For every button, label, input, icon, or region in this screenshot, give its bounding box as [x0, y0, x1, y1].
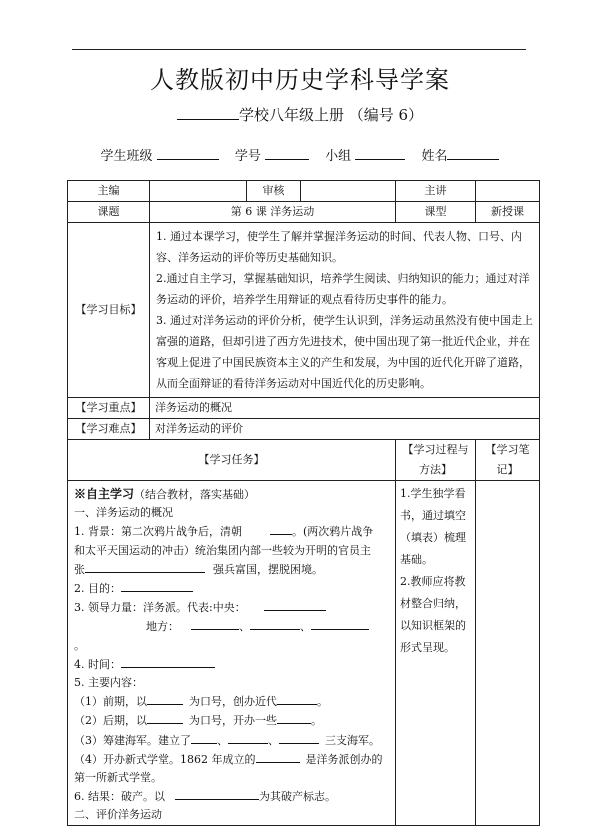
method-item: 1.学生独学看书，通过填空（填表）梳理基础。 — [400, 487, 466, 566]
page-title: 人教版初中历史学科导学案 — [150, 66, 450, 94]
editor-value[interactable] — [150, 181, 247, 202]
goal-item: 2.通过自主学习，掌握基础知识，培养学生阅读、归纳知识的能力；通过对洋务运动的评价，培养学生用辩证的观点看待历史事件的能力。 — [156, 272, 530, 306]
goal-item: 3. 通过对洋务运动的评价分析，使学生认识到，洋务运动虽然没有使中国走上富强的道路，但却引进了西方先进技术，使中国出现了第一批近代企业，并在客观上促进了中国民族资本主义的产生和发展，为中国的近代化开辟了道路，从而全面辩证的看待洋务运动对中国近代化的历史影响。 — [156, 314, 533, 390]
difficult-label: 【学习难点】 — [68, 419, 150, 440]
blank[interactable] — [228, 731, 268, 744]
goals-label: 【学习目标】 — [68, 223, 150, 398]
page-subtitle — [0, 104, 600, 125]
content-2: （2）后期，以 为口号，开办一些 。 — [74, 711, 389, 730]
review-label: 审核 — [247, 181, 301, 202]
lesson-title: 第 6 课 洋务运动 — [150, 202, 396, 223]
task-header-row — [68, 440, 540, 481]
school-blank[interactable] — [177, 105, 239, 120]
type-label: 课型 — [396, 202, 476, 223]
item-content: 5. 主要内容： — [74, 676, 143, 690]
item-leaders: 3. 领导力量：洋务派。代表:中央： — [74, 598, 389, 617]
content-1: （1）前期，以 为口号，创办近代 。 — [74, 692, 389, 711]
task-content-row — [68, 481, 540, 826]
method-content — [396, 481, 476, 826]
blank[interactable] — [191, 731, 217, 744]
subtitle-text: 学校八年级上册 （编号 6） — [238, 106, 424, 124]
group-blank[interactable] — [355, 145, 405, 160]
item-background: 1. 背景：第二次鸦片战争后，清朝 。(两次鸦片战争 — [74, 522, 389, 541]
key-row — [68, 398, 540, 419]
goal-item: 1. 通过本课学习，使学生了解并掌握洋务运动的时间、代表人物、口号、内容、洋务运动的评价等历史基础知识。 — [156, 230, 522, 264]
notes-content[interactable] — [476, 481, 540, 826]
name-blank[interactable] — [447, 145, 499, 160]
blank[interactable] — [175, 787, 259, 800]
section-heading: ※自主学习（结合教材，落实基础） — [74, 487, 256, 501]
blank[interactable] — [264, 598, 326, 611]
process-label: 【学习过程与方法】 — [396, 440, 476, 481]
content-4: （4）开办新式学堂。1862 年成立的 是洋务派创办的 — [74, 750, 389, 769]
review-value[interactable] — [301, 181, 396, 202]
lesson-row — [68, 202, 540, 223]
item-background-end: 张 强兵富国，摆脱困境。 — [74, 560, 389, 579]
key-value: 洋务运动的概况 — [150, 398, 540, 419]
blank[interactable] — [311, 617, 369, 630]
group-label: 小组 — [325, 149, 352, 164]
task-content — [68, 481, 396, 826]
notes-label: 【学习笔记】 — [476, 440, 540, 481]
difficult-row — [68, 419, 540, 440]
section-2-title: 二、评价洋务运动 — [74, 808, 162, 822]
type-value: 新授课 — [476, 202, 540, 223]
item-result: 6. 结果：破产。以 为其破产标志。 — [74, 787, 389, 806]
blank[interactable] — [85, 560, 205, 573]
content-4-cont: 第一所新式学堂。 — [74, 771, 162, 785]
item-time: 4. 时间： — [74, 655, 389, 674]
goals-row — [68, 223, 540, 398]
blank[interactable] — [191, 617, 239, 630]
name-label: 姓名 — [421, 149, 448, 164]
blank[interactable] — [250, 617, 300, 630]
goals-content — [150, 223, 540, 398]
item-leaders-local: 地方： 、 、。 — [74, 617, 389, 654]
class-blank[interactable] — [157, 145, 219, 160]
section-1-title: 一、洋务运动的概况 — [74, 506, 173, 520]
number-blank[interactable] — [265, 145, 309, 160]
blank[interactable] — [147, 711, 183, 724]
blank[interactable] — [277, 692, 317, 705]
lesson-label: 课题 — [68, 202, 150, 223]
blank[interactable] — [279, 731, 319, 744]
blank[interactable] — [277, 711, 311, 724]
meta-row — [68, 181, 540, 202]
class-label: 学生班级 — [100, 149, 153, 164]
blank[interactable] — [121, 655, 215, 668]
content-3: （3）筹建海军。建立了 、 、 三支海军。 — [74, 731, 389, 750]
difficult-value: 对洋务运动的评价 — [150, 419, 540, 440]
top-rule — [72, 49, 526, 50]
method-item: 2.教师应将教材整合归纳，以知识框架的形式呈现。 — [400, 575, 466, 654]
number-label: 学号 — [234, 149, 261, 164]
lesson-plan-table — [67, 180, 540, 826]
lecturer-value[interactable] — [476, 181, 540, 202]
task-label: 【学习任务】 — [68, 440, 396, 481]
blank[interactable] — [147, 692, 183, 705]
editor-label: 主编 — [68, 181, 150, 202]
student-info-row — [0, 145, 600, 164]
blank[interactable] — [270, 522, 292, 535]
lecturer-label: 主讲 — [396, 181, 476, 202]
blank[interactable] — [256, 750, 300, 763]
item-background-cont: 和太平天国运动的冲击）统治集团内部一些较为开明的官员主 — [74, 543, 371, 557]
key-label: 【学习重点】 — [68, 398, 150, 419]
item-purpose: 2. 目的： — [74, 579, 389, 598]
blank[interactable] — [121, 579, 193, 592]
